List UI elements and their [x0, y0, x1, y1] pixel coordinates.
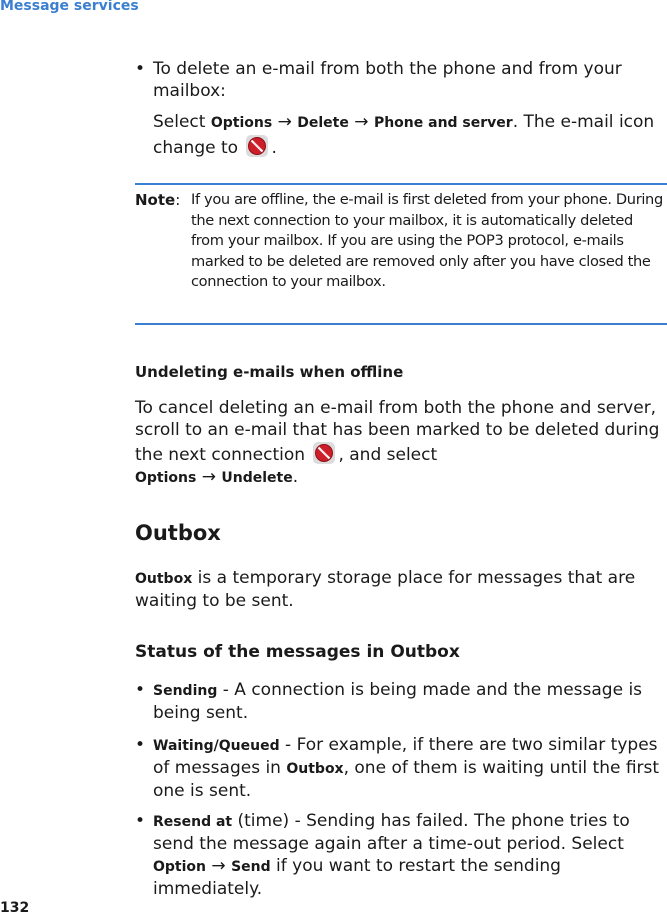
email-delete-icon: [312, 441, 336, 465]
arrow: →: [277, 112, 292, 132]
bullet-marker: •: [135, 680, 146, 700]
menu-path-send: Send: [231, 859, 271, 875]
note-box: [135, 183, 667, 325]
menu-path-options: Options: [135, 470, 197, 486]
menu-path-phone-and-server: Phone and server: [373, 115, 513, 131]
undelete-paragraph: To cancel deleting an e-mail from both the phone and server, scroll to an e-mail that has been marked to be deleted during the next connection , and select Options → Undelete.: [135, 398, 660, 487]
menu-path-delete: Delete: [297, 115, 349, 131]
menu-path-option: Option: [153, 859, 206, 875]
page-number: 132: [0, 900, 30, 916]
menu-path-options: Options: [210, 115, 273, 131]
status-item-waiting: Waiting/Queued - For example, if there are two similar types of messages in Outbox, one of them is waiting until the first one is sent.: [153, 735, 660, 801]
running-header: Message services: [0, 0, 139, 14]
arrow: →: [211, 856, 226, 876]
note-text: If you are offline, the e-mail is first deleted from your phone. During the next connection to your mailbox, it is automatically deleted from your mailbox. If you are using the POP3 protocol, e-mails marked to be deleted are removed only after you have closed the connection to your mailbox.: [191, 191, 663, 290]
outbox-heading: Outbox: [135, 521, 221, 545]
menu-path-undelete: Undelete: [221, 470, 293, 486]
undelete-heading: Undeleting e-mails when offline: [135, 363, 404, 381]
outbox-description: Outbox is a temporary storage place for messages that are waiting to be sent.: [135, 568, 636, 611]
email-delete-icon: [245, 134, 269, 158]
arrow: →: [201, 467, 216, 487]
delete-instruction: Select Options → Delete → Phone and server. The e-mail icon change to .: [153, 112, 655, 158]
bullet-marker: •: [135, 59, 146, 79]
delete-intro: To delete an e-mail from both the phone and from your mailbox:: [153, 59, 622, 101]
bullet-marker: •: [135, 735, 146, 755]
status-item-resend: Resend at (time) - Sending has failed. The phone tries to send the message again after a time-out period. Select Option → Send if you want to restart the sending immediately.: [153, 811, 630, 899]
status-item-sending: Sending - A connection is being made and the message is being sent.: [153, 680, 643, 723]
bullet-marker: •: [135, 811, 146, 831]
status-heading: Status of the messages in Outbox: [135, 642, 460, 662]
arrow: →: [354, 112, 369, 132]
note-label: Note:: [135, 191, 181, 209]
